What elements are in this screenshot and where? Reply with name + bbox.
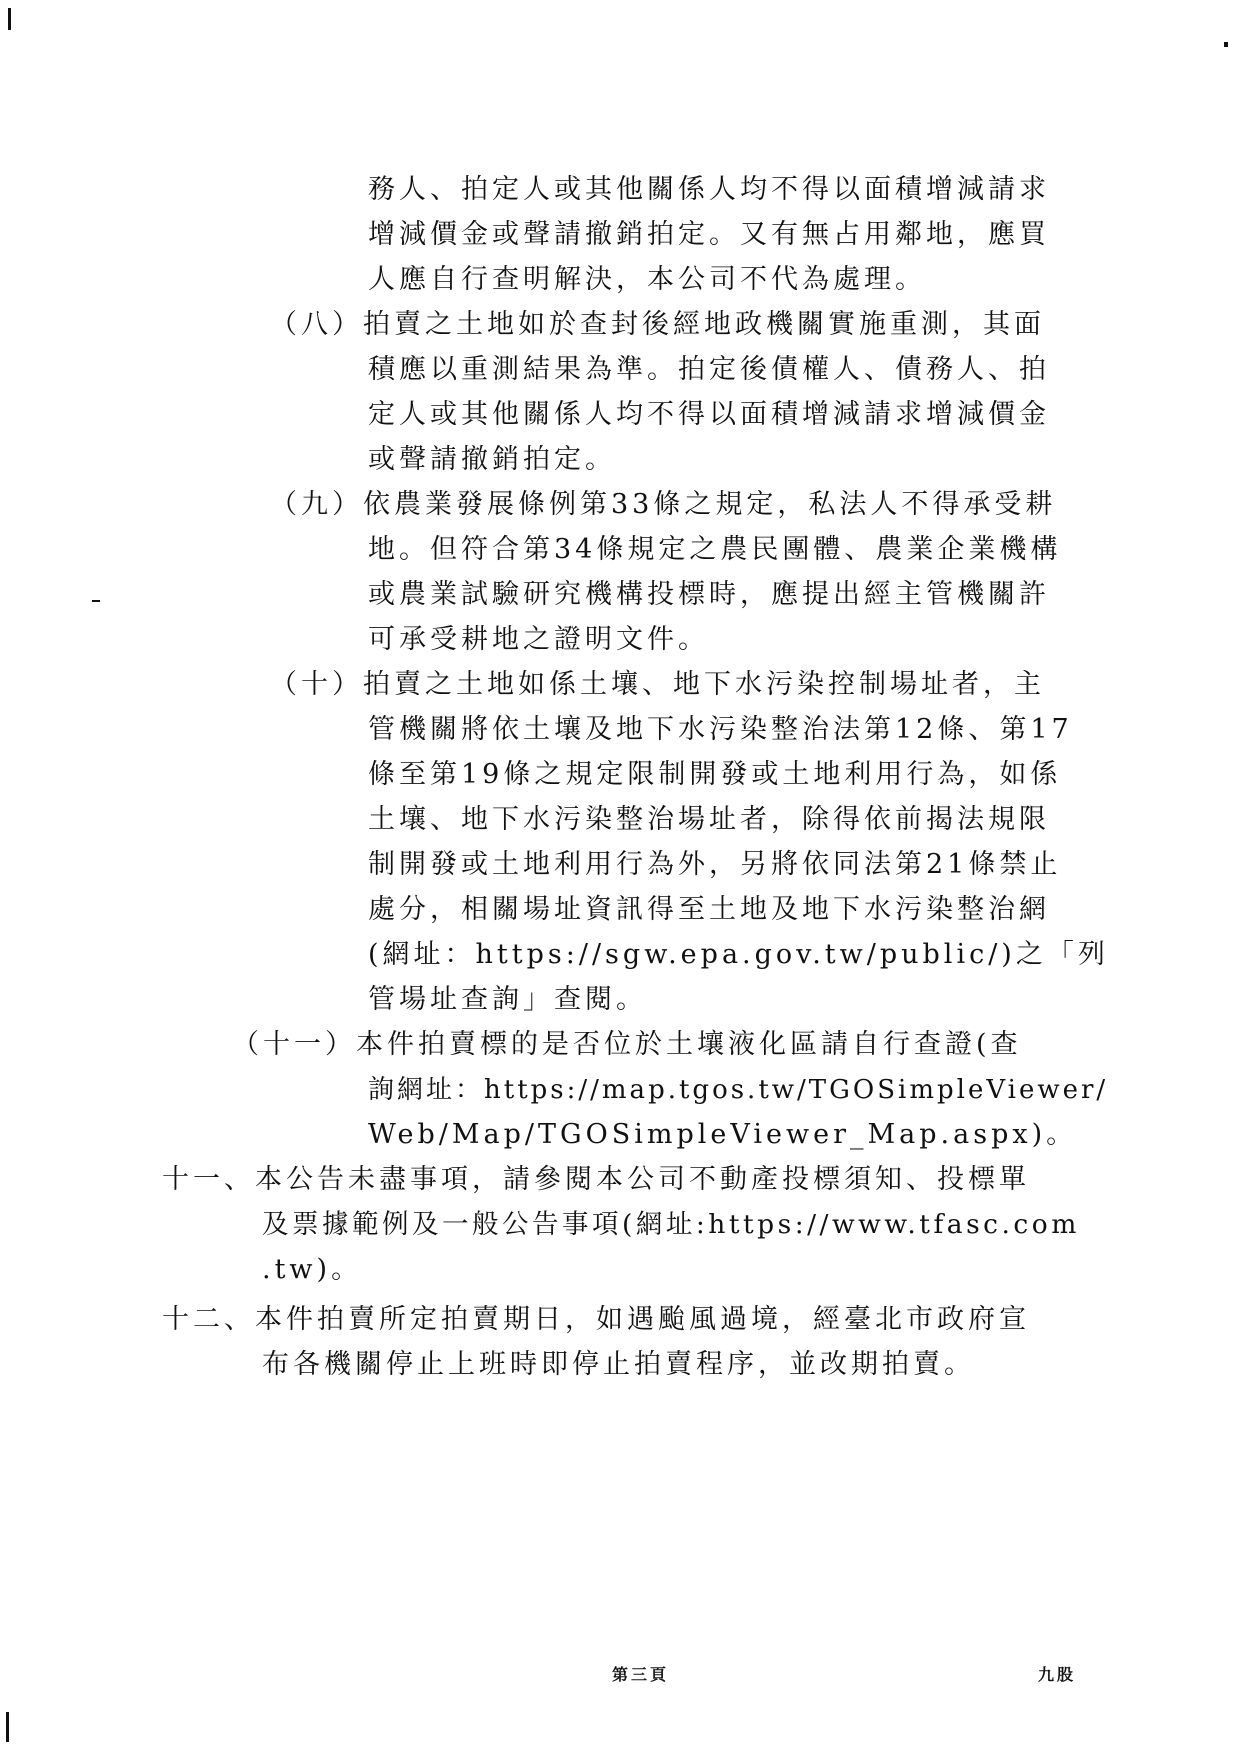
clause-11-line: 詢網址：https://map.tgos.tw/TGOSimpleViewer/	[368, 1075, 1109, 1105]
clause-10-line: 處分，相關場址資訊得至土地及地下水污染整治網	[368, 894, 1050, 925]
clause-10-line: 管場址查詢」查閱。	[368, 984, 647, 1015]
paragraph-line: 務人、拍定人或其他關係人均不得以面積增減請求	[368, 174, 1050, 205]
section-11-line: 十一、本公告未盡事項，請參閱本公司不動產投標須知、投標單	[162, 1164, 1030, 1195]
clause-9-line: 或農業試驗研究機構投標時，應提出經主管機關許	[368, 579, 1050, 610]
clause-10-line: 制開發或土地利用行為外，另將依同法第21條禁止	[368, 849, 1062, 880]
clause-9-line: 地。但符合第34條規定之農民團體、農業企業機構	[368, 534, 1062, 565]
section-label: 九股	[1038, 1665, 1077, 1684]
section-11-line: 及票據範例及一般公告事項(網址:https://www.tfasc.com	[262, 1209, 1080, 1240]
clause-9-line: 可承受耕地之證明文件。	[368, 624, 709, 655]
section-12-line: 十二、本件拍賣所定拍賣期日，如遇颱風過境，經臺北市政府宣	[162, 1304, 1030, 1335]
scan-mark-left	[92, 600, 100, 602]
scan-mark-top-left	[8, 8, 11, 30]
clause-10-line: （十）拍賣之土地如係土壤、地下水污染控制場址者，主	[270, 669, 1045, 700]
clause-8-line: 或聲請撤銷拍定。	[368, 444, 616, 475]
page-number: 第三頁	[612, 1665, 670, 1684]
clause-11-line: （十一）本件拍賣標的是否位於土壤液化區請自行查證(查	[232, 1029, 1022, 1060]
clause-10-line: 管機關將依土壤及地下水污染整治法第12條、第17	[368, 714, 1073, 745]
section-11-line: .tw)。	[262, 1254, 363, 1285]
section-12-line: 布各機關停止上班時即停止拍賣程序，並改期拍賣。	[262, 1349, 975, 1380]
paragraph-line: 增減價金或聲請撤銷拍定。又有無占用鄰地，應買	[368, 219, 1050, 250]
clause-8-line: 積應以重測結果為準。拍定後債權人、債務人、拍	[368, 354, 1050, 385]
clause-11-line: Web/Map/TGOSimpleViewer_Map.aspx)。	[368, 1119, 1078, 1150]
clause-10-line: (網址：https://sgw.epa.gov.tw/public/)之「列	[368, 939, 1109, 970]
clause-8-line: 定人或其他關係人均不得以面積增減請求增減價金	[368, 399, 1050, 430]
scan-mark-top-right	[1224, 42, 1228, 47]
clause-10-line: 土壤、地下水污染整治場址者，除得依前揭法規限	[368, 804, 1050, 835]
scan-mark-bottom-left	[6, 1712, 9, 1742]
clause-10-line: 條至第19條之規定限制開發或土地利用行為，如係	[368, 759, 1062, 790]
clause-8-line: （八）拍賣之土地如於查封後經地政機關實施重測，其面	[270, 309, 1045, 340]
clause-9-line: （九）依農業發展條例第33條之規定，私法人不得承受耕	[270, 489, 1057, 520]
paragraph-line: 人應自行查明解決，本公司不代為處理。	[368, 264, 926, 295]
